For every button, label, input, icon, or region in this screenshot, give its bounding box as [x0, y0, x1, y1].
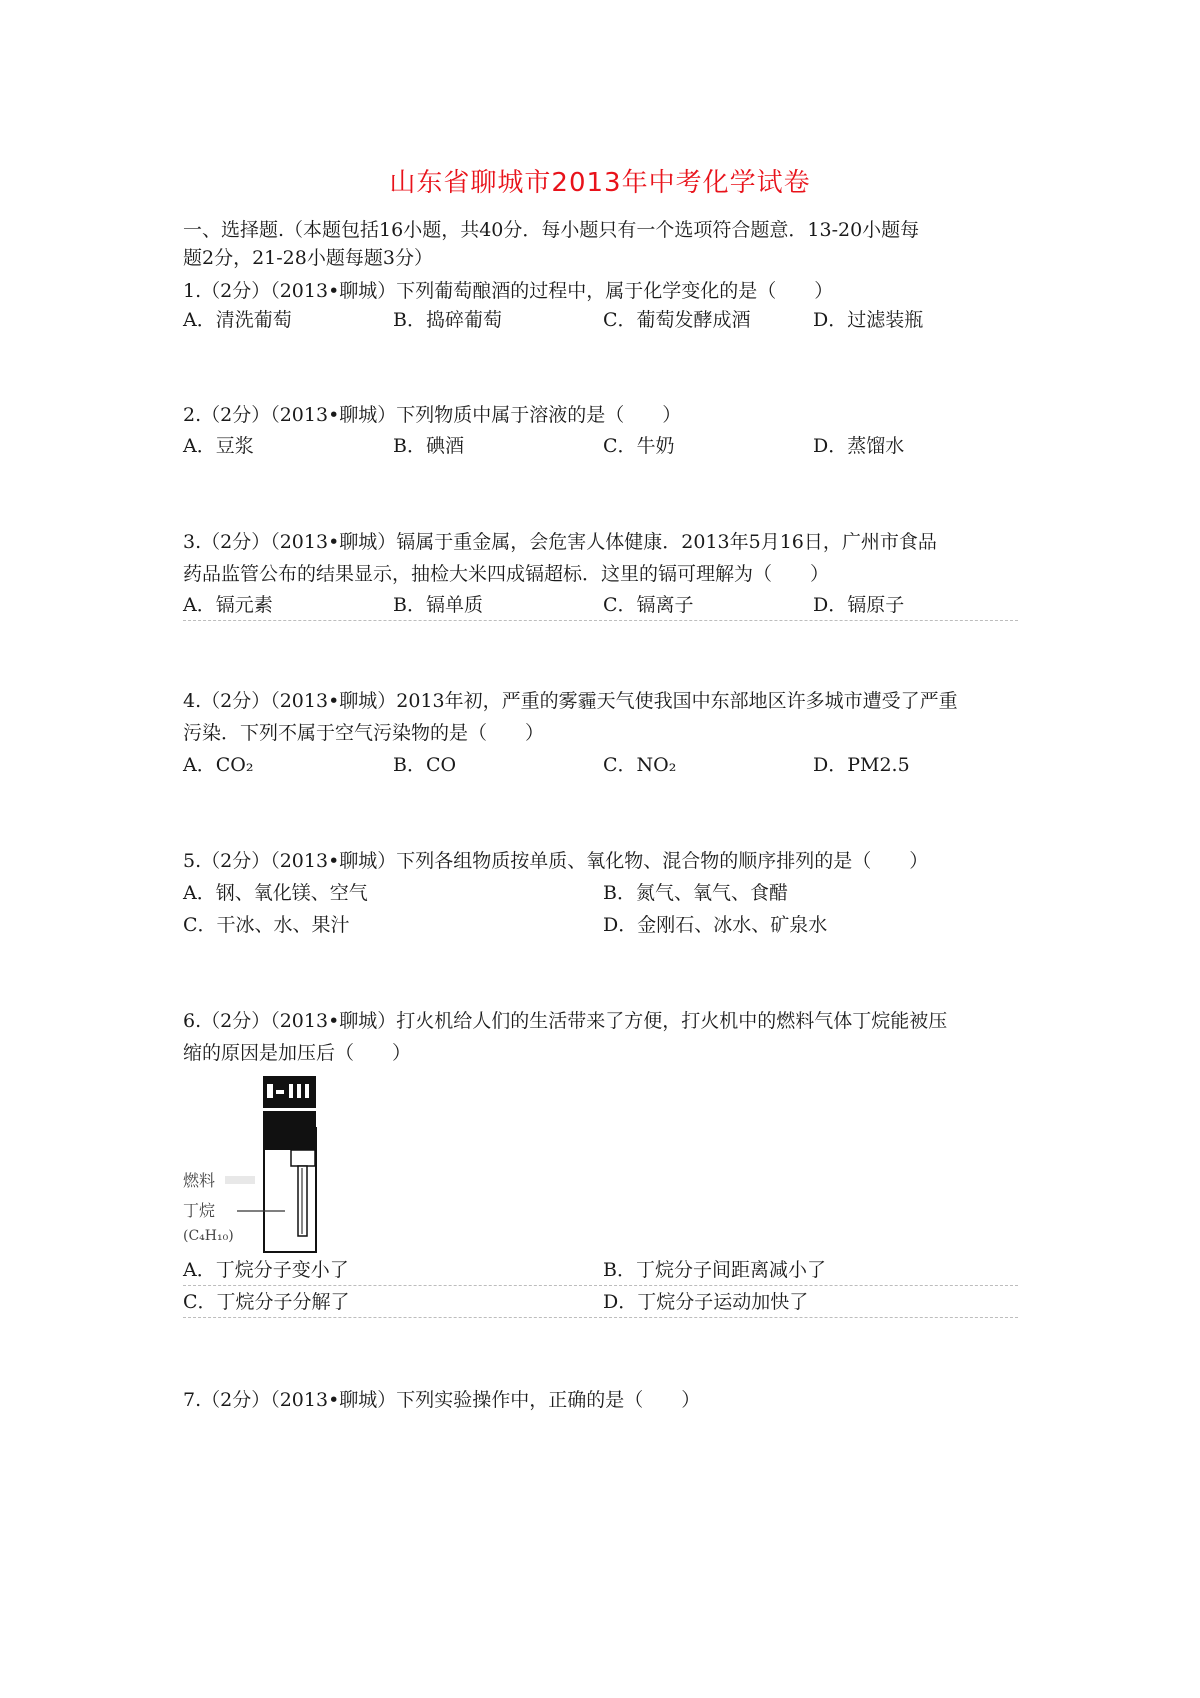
question-5-options-row-1: [183, 880, 1018, 908]
option-b: B．镉单质: [393, 594, 483, 616]
option-d: D．镉原子: [813, 594, 905, 616]
lighter-illustration: [183, 1076, 343, 1256]
option-b: B．氮气、氧气、食醋: [603, 882, 788, 904]
option-b: B．碘酒: [393, 435, 464, 457]
page-title: 山东省聊城市2013年中考化学试卷: [389, 168, 811, 198]
option-a: A．豆浆: [183, 435, 254, 457]
option-c: C．葡萄发酵成酒: [603, 309, 751, 331]
question-6-stem-line-1: 6.（2分）（2013•聊城）打火机给人们的生活带来了方便，打火机中的燃料气体丁烷能被压: [183, 1010, 948, 1032]
question-3-stem-line-1: 3.（2分）（2013•聊城）镉属于重金属，会危害人体健康．2013年5月16日，广州市食品: [183, 531, 937, 553]
question-5-options-row-2: [183, 912, 1018, 940]
question-3-options: [183, 592, 1018, 621]
option-d: D．PM2.5: [813, 754, 910, 776]
option-d: D．金刚石、冰水、矿泉水: [603, 914, 828, 936]
question-6-options-row-1: [183, 1257, 1018, 1286]
question-1-stem: 1.（2分）（2013•聊城）下列葡萄酿酒的过程中，属于化学变化的是（ ）: [183, 280, 834, 302]
option-c: C．牛奶: [603, 435, 675, 457]
question-6-stem-line-2: 缩的原因是加压后（ ）: [183, 1042, 412, 1064]
option-c: C．镉离子: [603, 594, 694, 616]
option-a: A．丁烷分子变小了: [183, 1259, 349, 1281]
option-d: D．丁烷分子运动加快了: [603, 1291, 809, 1313]
question-2-stem: 2.（2分）（2013•聊城）下列物质中属于溶液的是（ ）: [183, 404, 682, 426]
section-heading-line-1: 一、选择题.（本题包括16小题，共40分．每小题只有一个选项符合题意．13-20小题每: [183, 219, 920, 241]
question-1-options: [183, 307, 1018, 335]
option-a: A．镉元素: [183, 594, 273, 616]
question-5-stem: 5.（2分）（2013•聊城）下列各组物质按单质、氧化物、混合物的顺序排列的是（ ）: [183, 850, 929, 872]
option-a: A．钢、氧化镁、空气: [183, 882, 368, 904]
option-b: B．捣碎葡萄: [393, 309, 502, 331]
option-c: C．干冰、水、果汁: [183, 914, 350, 936]
question-4-stem-line-2: 污染．下列不属于空气污染物的是（ ）: [183, 722, 545, 744]
option-d: D．过滤装瓶: [813, 309, 924, 331]
option-d: D．蒸馏水: [813, 435, 905, 457]
question-6-options-row-2: [183, 1289, 1018, 1318]
option-a: A．清洗葡萄: [183, 309, 292, 331]
option-c: C．丁烷分子分解了: [183, 1291, 350, 1313]
option-b: B．丁烷分子间距离减小了: [603, 1259, 826, 1281]
lighter-cap: [263, 1076, 316, 1128]
question-4-options: [183, 752, 1018, 780]
option-c: C．NO₂: [603, 754, 677, 776]
lighter-diagram: [183, 1076, 343, 1256]
option-b: B．CO: [393, 754, 457, 776]
question-3-stem-line-2: 药品监管公布的结果显示，抽检大米四成镉超标．这里的镉可理解为（ ）: [183, 563, 830, 585]
formula-label: (C₄H₁₀): [183, 1228, 234, 1244]
section-heading-line-2: 题2分，21-28小题每题3分）: [183, 247, 433, 269]
question-7-stem: 7.（2分）（2013•聊城）下列实验操作中，正确的是（ ）: [183, 1389, 701, 1411]
question-4-stem-line-1: 4.（2分）（2013•聊城）2013年初，严重的雾霾天气使我国中东部地区许多城市遭受了严重: [183, 690, 958, 712]
butane-label: 丁烷: [183, 1201, 216, 1220]
fuel-label: 燃料: [183, 1171, 216, 1190]
option-a: A．CO₂: [183, 754, 254, 776]
question-2-options: [183, 433, 1018, 461]
